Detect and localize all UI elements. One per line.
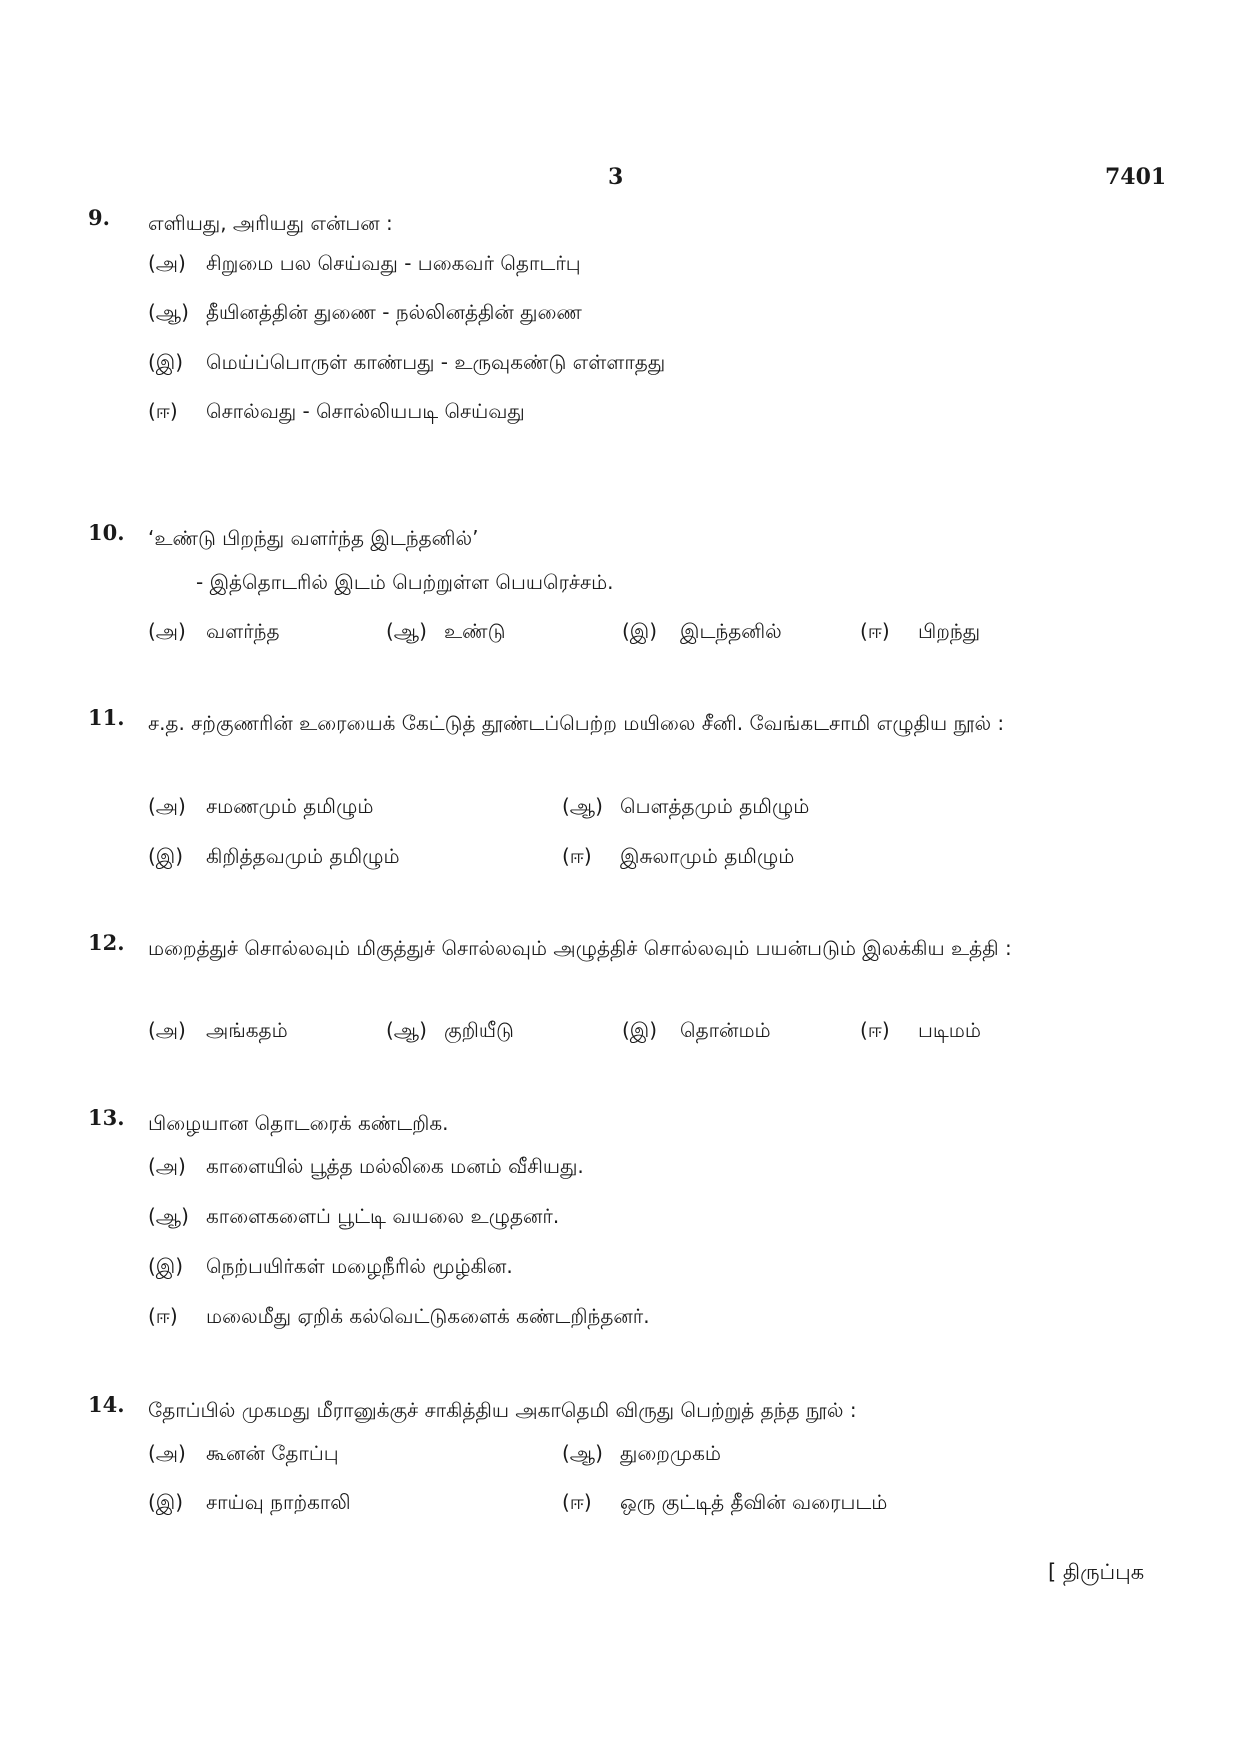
option-b xyxy=(148,300,582,327)
option-label: (இ) xyxy=(622,1018,658,1042)
option-text: கிறித்தவமும் தமிழும் xyxy=(206,844,400,868)
option-label: (இ) xyxy=(148,844,184,868)
option-text: தீயினத்தின் துணை - நல்லினத்தின் துணை xyxy=(206,300,582,324)
option-b xyxy=(386,1018,514,1045)
option-text: காளையில் பூத்த மல்லிகை மனம் வீசியது. xyxy=(206,1154,584,1178)
option-text: பிறந்து xyxy=(918,619,981,643)
option-label: (அ) xyxy=(148,251,186,275)
option-label: (அ) xyxy=(148,794,186,818)
option-a xyxy=(148,251,581,278)
option-b xyxy=(386,619,505,646)
question-number: 9. xyxy=(88,205,110,230)
option-c xyxy=(148,1254,513,1281)
option-text: வளர்ந்த xyxy=(206,619,280,643)
option-b xyxy=(562,1441,721,1468)
option-label: (ஆ) xyxy=(148,300,189,324)
option-label: (ஆ) xyxy=(148,1204,189,1228)
option-a xyxy=(148,1441,339,1468)
question-text: எளியது, அரியது என்பன : xyxy=(148,211,393,235)
option-label: (அ) xyxy=(148,619,186,643)
question-number: 12. xyxy=(88,930,125,955)
option-text: குறியீடு xyxy=(444,1018,514,1042)
option-d xyxy=(148,1304,650,1331)
option-text: உண்டு xyxy=(444,619,506,643)
option-label: (இ) xyxy=(622,619,658,643)
option-label: (ஆ) xyxy=(562,794,603,818)
option-label: (ஆ) xyxy=(386,1018,427,1042)
option-text: நெற்பயிர்கள் மழைநீரில் மூழ்கின. xyxy=(206,1254,513,1278)
option-label: (அ) xyxy=(148,1154,186,1178)
option-text: மெய்ப்பொருள் காண்பது - உருவுகண்டு எள்ளாதது xyxy=(206,350,666,374)
option-text: சொல்வது - சொல்லியபடி செய்வது xyxy=(206,399,525,423)
question-number: 10. xyxy=(88,520,125,545)
option-text: பௌத்தமும் தமிழும் xyxy=(620,794,810,818)
option-d xyxy=(562,1490,887,1517)
question-number: 13. xyxy=(88,1105,125,1130)
paper-code: 7401 xyxy=(1105,164,1167,190)
option-label: (ஈ) xyxy=(148,1304,178,1328)
turn-over-note: [ திருப்புக xyxy=(1048,1560,1145,1584)
option-c xyxy=(148,1490,351,1517)
option-text: சமணமும் தமிழும் xyxy=(206,794,374,818)
option-label: (அ) xyxy=(148,1018,186,1042)
option-a xyxy=(148,1018,288,1045)
option-d xyxy=(860,619,980,646)
question-subtext: - இத்தொடரில் இடம் பெற்றுள்ள பெயரெச்சம். xyxy=(196,570,614,594)
option-d xyxy=(148,399,525,426)
option-label: (இ) xyxy=(148,1490,184,1514)
question-number: 14. xyxy=(88,1392,125,1417)
option-label: (அ) xyxy=(148,1441,186,1465)
option-d xyxy=(860,1018,981,1045)
option-a xyxy=(148,1154,584,1181)
option-a xyxy=(148,794,373,821)
option-label: (ஆ) xyxy=(562,1441,603,1465)
option-d xyxy=(562,844,794,871)
option-label: (இ) xyxy=(148,1254,184,1278)
question-text: ச.த. சற்குணரின் உரையைக் கேட்டுத் தூண்டப்பெற்ற மயிலை சீனி. வேங்கடசாமி எழுதிய நூல் : xyxy=(148,711,1005,735)
option-c xyxy=(622,619,782,646)
option-text: காளைகளைப் பூட்டி வயலை உழுதனர். xyxy=(206,1204,560,1228)
option-label: (ஈ) xyxy=(562,1490,592,1514)
option-b xyxy=(562,794,809,821)
question-text: தோப்பில் முகமது மீரானுக்குச் சாகித்திய அகாதெமி விருது பெற்றுத் தந்த நூல் : xyxy=(148,1398,857,1422)
option-text: படிமம் xyxy=(918,1018,981,1042)
option-text: மலைமீது ஏறிக் கல்வெட்டுகளைக் கண்டறிந்தனர். xyxy=(206,1304,650,1328)
option-label: (ஆ) xyxy=(386,619,427,643)
question-text: பிழையான தொடரைக் கண்டறிக. xyxy=(148,1111,449,1135)
option-text: துறைமுகம் xyxy=(620,1441,721,1465)
question-number: 11. xyxy=(88,705,125,730)
option-label: (ஈ) xyxy=(860,619,890,643)
option-label: (ஈ) xyxy=(148,399,178,423)
option-text: தொன்மம் xyxy=(680,1018,771,1042)
option-text: ஒரு குட்டித் தீவின் வரைபடம் xyxy=(620,1490,888,1514)
page-number: 3 xyxy=(608,164,624,190)
question-text: மறைத்துச் சொல்லவும் மிகுத்துச் சொல்லவும் அழுத்திச் சொல்லவும் பயன்படும் இலக்கிய உத்தி : xyxy=(148,936,1012,960)
option-text: இடந்தனில் xyxy=(680,619,782,643)
option-label: (ஈ) xyxy=(860,1018,890,1042)
option-label: (ஈ) xyxy=(562,844,592,868)
option-text: இசுலாமும் தமிழும் xyxy=(620,844,795,868)
option-a xyxy=(148,619,280,646)
option-text: சாய்வு நாற்காலி xyxy=(206,1490,351,1514)
option-c xyxy=(148,350,665,377)
option-c xyxy=(148,844,400,871)
option-text: கூனன் தோப்பு xyxy=(206,1441,339,1465)
option-c xyxy=(622,1018,771,1045)
option-text: சிறுமை பல செய்வது - பகைவர் தொடர்பு xyxy=(206,251,581,275)
option-text: அங்கதம் xyxy=(206,1018,288,1042)
option-label: (இ) xyxy=(148,350,184,374)
question-text: ‘உண்டு பிறந்து வளர்ந்த இடந்தனில்’ xyxy=(148,526,479,550)
option-b xyxy=(148,1204,559,1231)
